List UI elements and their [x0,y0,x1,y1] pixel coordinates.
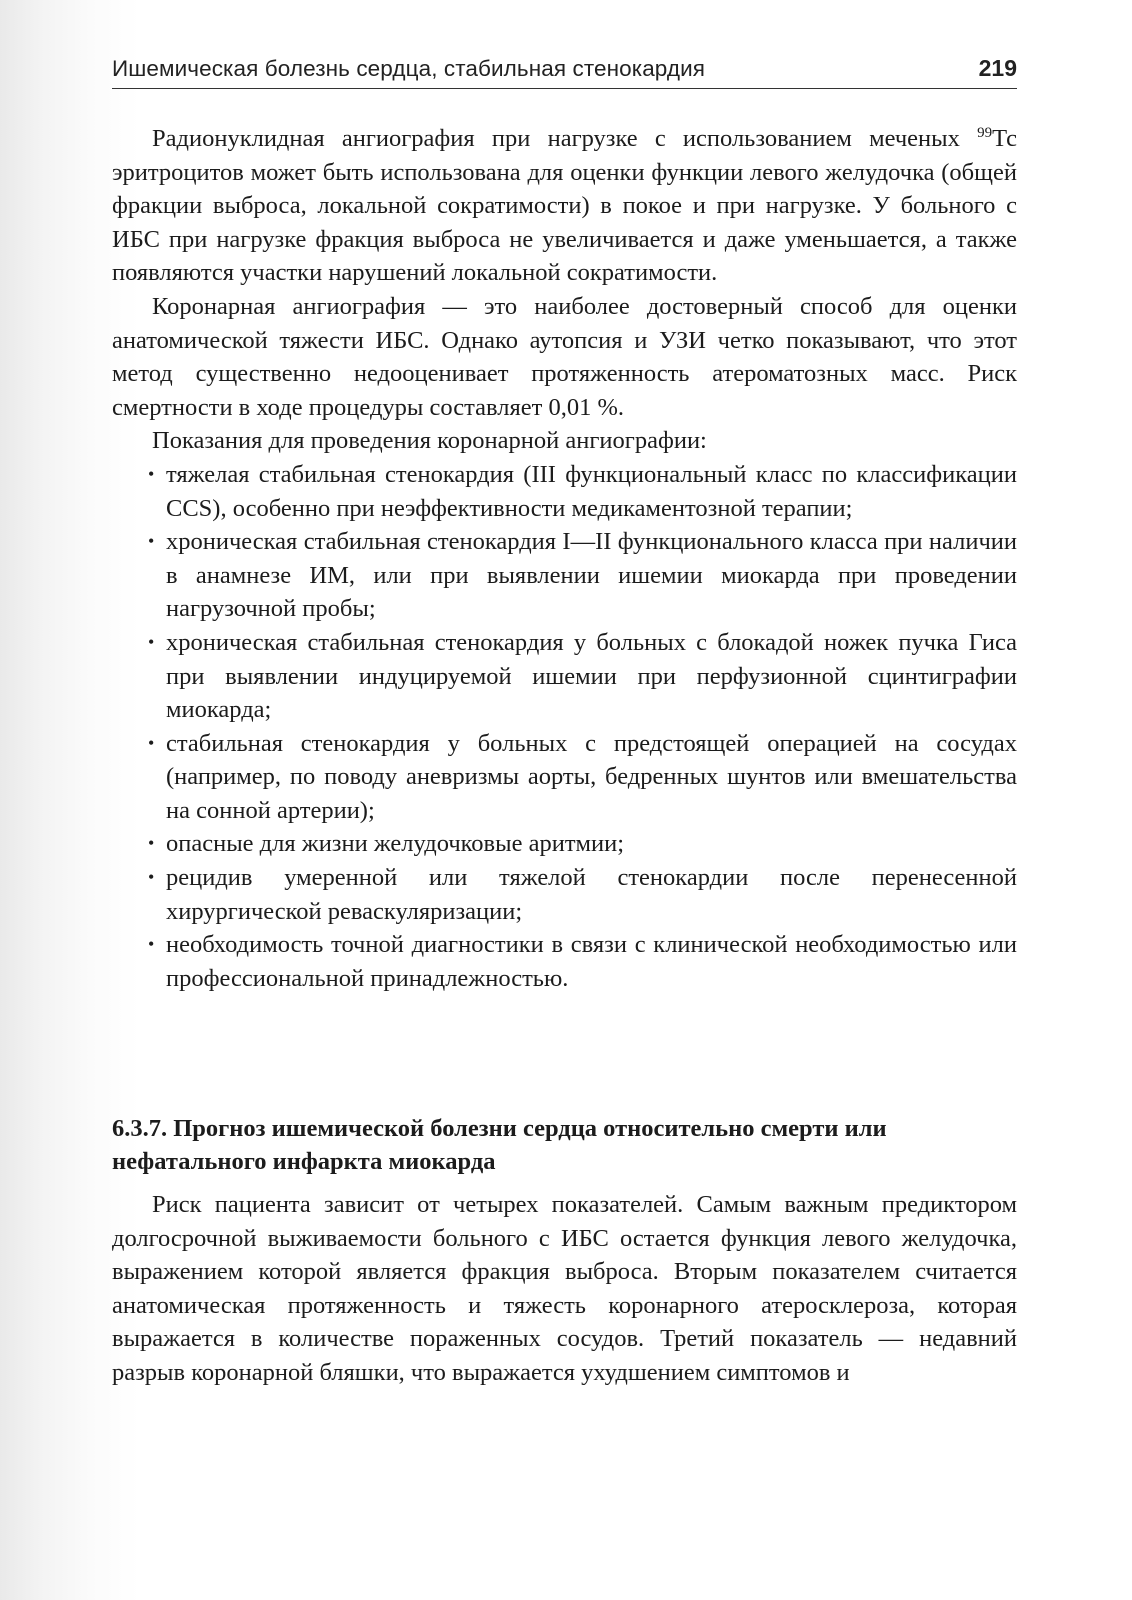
list-item-text: стабильная стенокардия у больных с предстоящей операцией на сосудах (например, по поводу аневризмы аорты, бедренных шунтов или вмешательства на сонной артерии); [166,729,1017,824]
isotope-superscript: 99 [977,124,993,141]
list-item-text: рецидив умеренной или тяжелой стенокардии после перенесенной хирургической реваскуляризации; [166,864,1017,925]
bullet-icon: • [148,833,155,854]
indications-list [112,458,1017,996]
bullet-icon: • [148,867,155,888]
paragraph-risk-factors: Риск пациента зависит от четырех показателей. Самым важным предиктором долгосрочной выживаемости больного с ИБС остается функция левого желудочка, выражением которой является фракция выброса. Вторым показателем считается анатомическая протяженность и тяжесть коронарного атеросклероза, которая выражается в количестве пораженных сосудов. Третий показатель — недавний разрыв коронарной бляшки, что выражается ухудшением симптомов и [112,1191,1017,1386]
list-item [112,928,1017,995]
list-item [112,626,1017,727]
body-text-bottom [112,1188,1017,1390]
list-item-text: необходимость точной диагностики в связи с клинической необходимостью или профессиональной принадлежностью. [166,931,1017,992]
paragraph-radionuclide-angiography [112,122,1017,290]
list-item [112,827,1017,861]
list-item [112,727,1017,828]
bullet-icon: • [148,531,155,552]
list-item [112,861,1017,928]
list-item [112,458,1017,525]
paragraph-coronary-angiography: Коронарная ангиография — это наиболее достоверный способ для оценки анатомической тяжести ИБС. Однако аутопсия и УЗИ четко показывают, что этот метод существенно недооценивает протяженность атероматозных масс. Риск смертности в ходе процедуры составляет 0,01 %. [112,292,1017,421]
running-head: Ишемическая болезнь сердца, стабильная стенокардия [112,56,706,81]
paragraph-text: Тс эритроцитов может быть использована для оценки функции левого желудочка (общей фракции выброса, локальной сократимости) в покое и при нагрузке. У больного с ИБС при нагрузке фракция выброса не увеличивается и даже уменьшается, а также появляются участки нарушений локальной сократимости. [112,125,1017,287]
list-item-text: опасные для жизни желудочковые аритмии; [166,830,625,858]
list-item-text: хроническая стабильная стенокардия I—II функционального класса при наличии в анамнезе ИМ, или при выявлении ишемии миокарда при проведении нагрузочной пробы; [166,528,1017,623]
list-item-text: тяжелая стабильная стенокардия (III функциональный класс по классификации CCS), особенно при неэффективности медикаментозной терапии; [166,460,1017,522]
page-number: 219 [978,55,1017,81]
bullet-icon: • [148,732,155,753]
paragraph-indications-intro: Показания для проведения коронарной ангиографии: [152,427,707,455]
list-item-text: хроническая стабильная стенокардия у больных с блокадой ножек пучка Гиса при выявлении индуцируемой ишемии при перфузионной сцинтиграфии миокарда; [166,628,1017,724]
list-item [112,525,1017,626]
body-text-top [112,122,1017,995]
paragraph-text: Радионуклидная ангиография при нагрузке с использованием меченых [152,125,978,152]
bullet-icon: • [148,463,155,484]
bullet-icon: • [148,934,155,955]
section-heading: 6.3.7. Прогноз ишемической болезни сердца относительно смерти или нефатального инфаркта миокарда [112,1115,887,1175]
page-header [112,52,1017,89]
bullet-icon: • [148,631,155,652]
